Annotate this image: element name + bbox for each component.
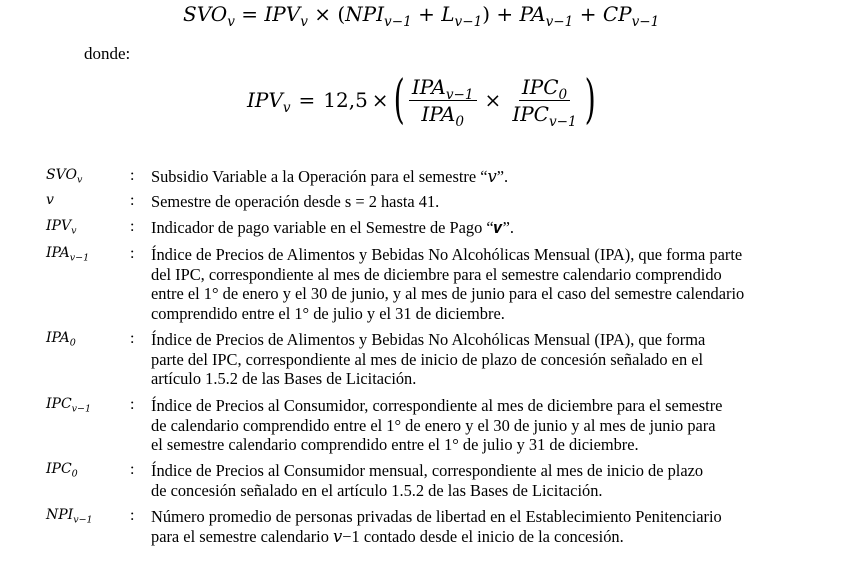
definition-symbol: $NPI_{v-1}$ (46, 507, 93, 526)
left-paren: ( (393, 70, 405, 130)
plus-sign: + (579, 2, 597, 26)
separator-colon: : (130, 245, 135, 262)
separator-colon: : (130, 192, 135, 209)
separator-colon: : (130, 167, 135, 184)
right-paren: ) (584, 70, 596, 130)
definition-symbol: v (46, 192, 54, 208)
open-paren: ( (337, 2, 346, 26)
l-symbol: $L_{v-1}$ (441, 2, 483, 30)
ipa-fraction (409, 74, 477, 130)
svo-symbol: $SVO_v$ (183, 2, 235, 30)
separator-colon: : (130, 461, 135, 478)
definition-text: Índice de Precios de Alimentos y Bebidas No Alcohólicas Mensual (IPA), que forma parte del IPC, correspondiente al mes de inicio de plazo de concesión señalado en el artículo 1.5.2 de las Bases de Licitación. (151, 330, 706, 388)
plus-sign: + (496, 2, 514, 26)
definition-symbol: $IPA_{v-1}$ (46, 245, 90, 264)
ipv-symbol: $IPV_v$ (264, 2, 308, 30)
definition-text: Número promedio de personas privadas de libertad en el Establecimiento Penitenciario para el semestre calendario 𝑣−1 contado desde el inicio de la concesión. (151, 507, 722, 546)
close-paren: ) (482, 2, 491, 26)
times-sign: × (314, 2, 331, 26)
ipv-symbol: $IPV_v$ (247, 88, 291, 116)
definition-text: Semestre de operación desde s = 2 hasta 41. (151, 192, 440, 211)
ipc-fraction (509, 74, 579, 130)
definition-symbol: $IPC_0$ (46, 461, 78, 480)
times-sign: × (484, 88, 502, 112)
separator-colon: : (130, 330, 135, 347)
equals-sign: = (241, 2, 259, 26)
factor-value: 12,5 (323, 88, 368, 112)
separator-colon: : (130, 396, 135, 413)
separator-colon: : (130, 218, 135, 235)
definition-text: Índice de Precios al Consumidor mensual, correspondiente al mes de inicio de plazo de concesión señalado en el artículo 1.5.2 de las Bases de Licitación. (151, 461, 704, 500)
main-formula (183, 2, 660, 30)
donde-label: donde: (84, 44, 131, 63)
npi-symbol: $NPI_{v-1}$ (345, 2, 412, 30)
times-sign: × (371, 88, 389, 112)
definition-text: Índice de Precios al Consumidor, correspondiente al mes de diciembre para el semestre de calendario comprendido entre el 1° de enero y el 30 de junio y al mes de junio para el semestre calendario comprendido entre el 1° de julio y 31 de diciembre. (151, 396, 723, 454)
definition-symbol: $SVO_v$ (46, 167, 83, 186)
equals-sign: = (298, 88, 316, 112)
pa-symbol: $PA_{v-1}$ (519, 2, 574, 30)
fraction-denominator: $IPC_{v-1}$ (512, 101, 577, 130)
fraction-numerator: $IPA_{v-1}$ (409, 75, 477, 101)
plus-sign: + (418, 2, 435, 26)
definition-symbol: $IPV_v$ (46, 218, 77, 237)
ipv-formula (247, 70, 596, 130)
definition-text: Subsidio Variable a la Operación para el semestre “𝑣”. (151, 167, 509, 186)
definition-symbol: $IPC_{v-1}$ (46, 396, 92, 415)
fraction-numerator: $IPC_0$ (519, 75, 570, 101)
separator-colon: : (130, 507, 135, 524)
definition-text: Índice de Precios de Alimentos y Bebidas No Alcohólicas Mensual (IPA), que forma parte del IPC, correspondiente al mes de diciembre para el semestre calendario comprendido entre el 1° de enero y el 30 de junio, y al mes de junio para el caso del semestre calendario comprendido entre el 1° de julio y el 31 de diciembre. (151, 245, 745, 323)
definition-symbol: $IPA_0$ (46, 330, 76, 349)
fraction-denominator: $IPA_0$ (421, 101, 465, 130)
definition-text: Indicador de pago variable en el Semestre de Pago “𝒗”. (151, 218, 514, 237)
cp-symbol: $CP_{v-1}$ (602, 2, 660, 30)
